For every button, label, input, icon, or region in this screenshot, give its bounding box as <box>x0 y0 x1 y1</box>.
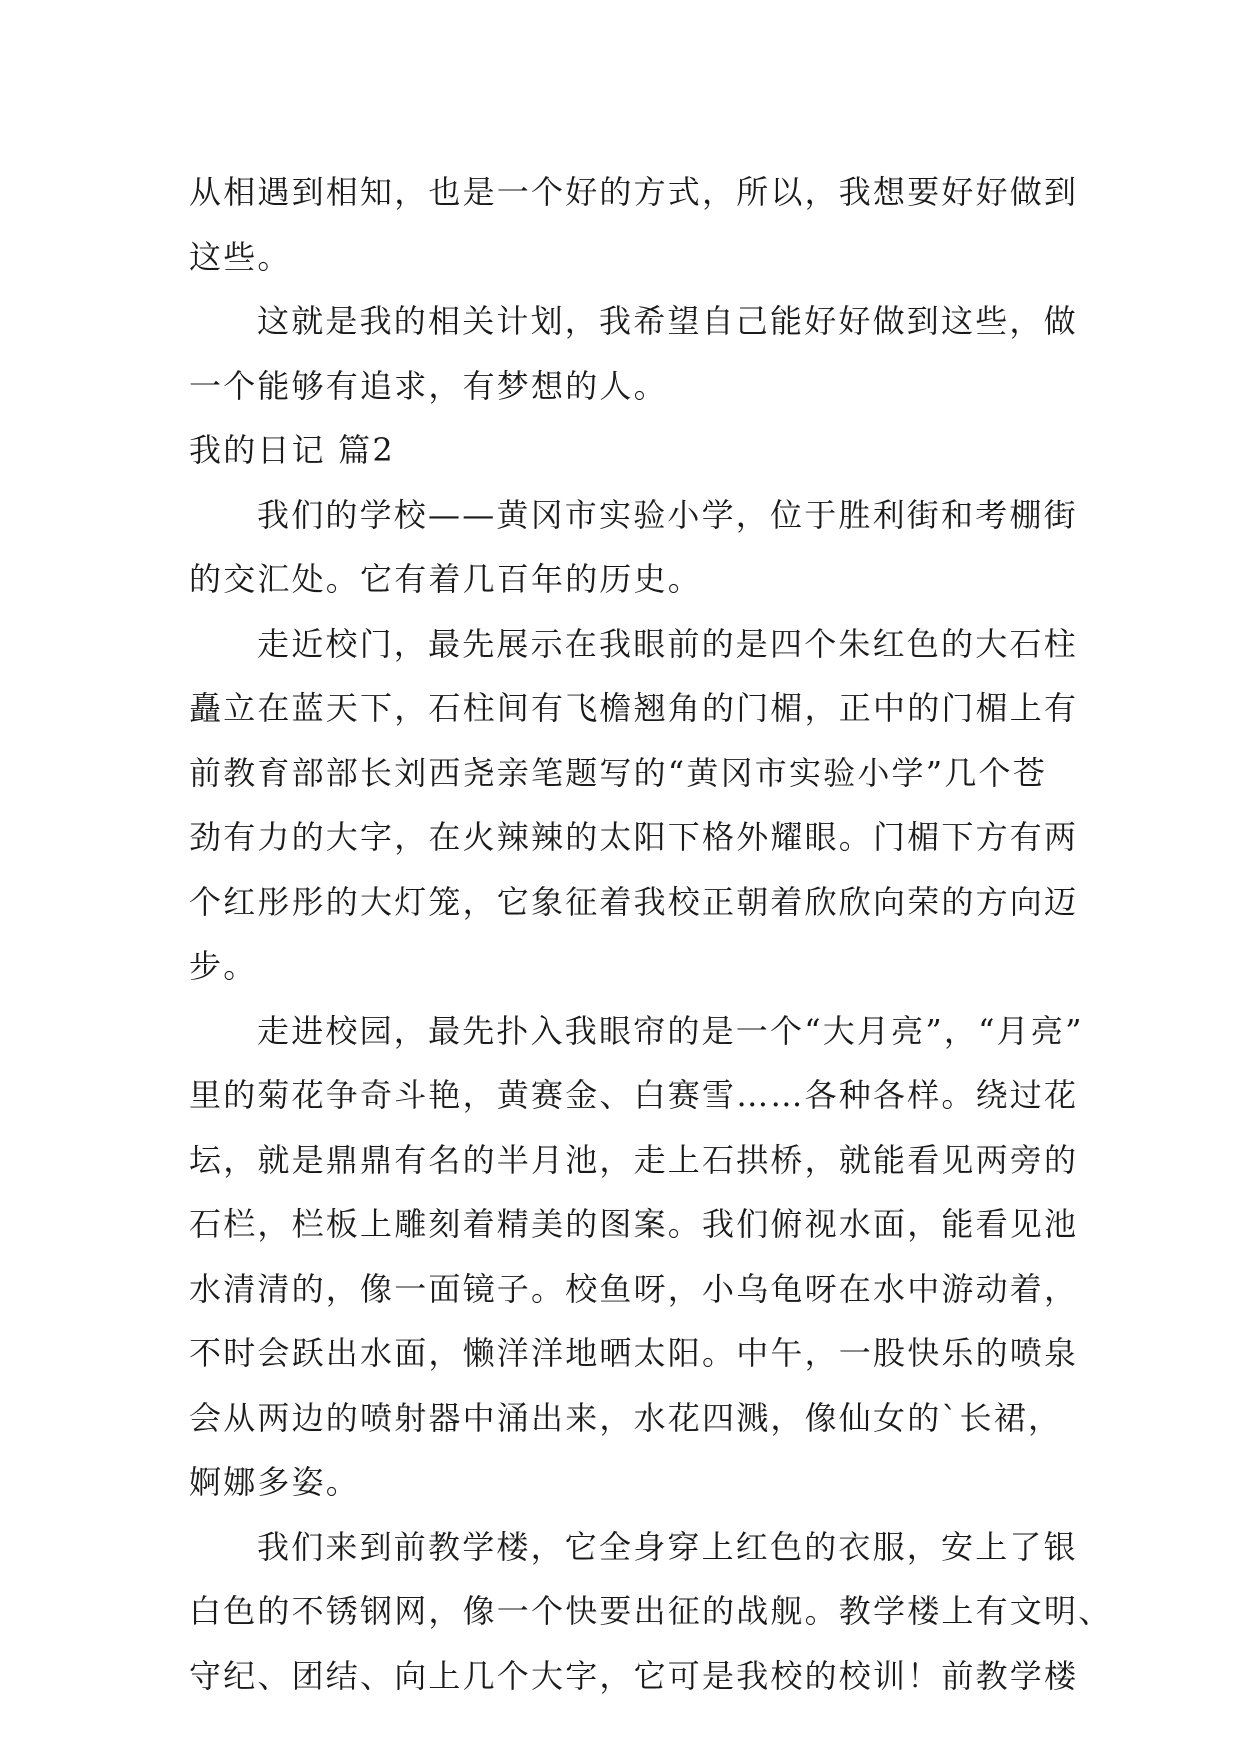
text-line: 石栏，栏板上雕刻着精美的图案。我们俯视水面，能看见池 <box>189 1205 1079 1243</box>
paragraph-3 <box>189 483 1078 612</box>
text-line: 步。 <box>189 947 258 985</box>
paragraph-1 <box>189 160 1079 289</box>
text-line: 这些。 <box>189 237 292 276</box>
paragraph-2 <box>189 289 1078 418</box>
text-line: 前教育部部长刘西尧亲笔题写的“黄冈市实验小学”几个苍 <box>189 753 1047 792</box>
paragraph-4 <box>189 612 1079 999</box>
document-body <box>189 160 1113 1708</box>
text-line: 走近校门，最先展示在我眼前的是四个朱红色的大石柱 <box>257 624 1078 663</box>
text-line: 走进校园，最先扑入我眼帘的是一个“大月亮”，“月亮” <box>257 1011 1084 1050</box>
text-line: 水清清的，像一面镜子。校鱼呀，小乌龟呀在水中游动着， <box>189 1269 1079 1308</box>
section-heading <box>189 418 1051 483</box>
text-line: 婀娜多姿。 <box>189 1463 361 1501</box>
heading-text: 我的日记 篇2 <box>189 431 395 469</box>
text-line: 坛，就是鼎鼎有名的半月池，走上石拱桥，就能看见两旁的 <box>189 1140 1079 1179</box>
text-line: 我们来到前教学楼，它全身穿上红色的衣服，安上了银 <box>257 1527 1078 1566</box>
text-line: 从相遇到相知，也是一个好的方式，所以，我想要好好做到 <box>189 173 1079 211</box>
paragraph-5 <box>189 999 1084 1515</box>
text-line: 里的菊花争奇斗艳，黄赛金、白赛雪……各种各样。绕过花 <box>189 1076 1079 1114</box>
text-line: 一个能够有追求，有梦想的人。 <box>189 366 668 405</box>
text-line: 劲有力的大字，在火辣辣的太阳下格外耀眼。门楣下方有两 <box>189 818 1079 856</box>
text-line: 个红彤彤的大灯笼，它象征着我校正朝着欣欣向荣的方向迈 <box>189 882 1079 921</box>
text-line: 会从两边的喷射器中涌出来，水花四溅，像仙女的`长裙， <box>189 1398 1063 1437</box>
text-line: 这就是我的相关计划，我希望自己能好好做到这些，做 <box>257 302 1078 340</box>
paragraph-6 <box>189 1515 1113 1709</box>
text-line: 白色的不锈钢网，像一个快要出征的战舰。教学楼上有文明、 <box>189 1592 1113 1630</box>
text-line: 矗立在蓝天下，石柱间有飞檐翘角的门楣，正中的门楣上有 <box>189 689 1079 727</box>
text-line: 不时会跃出水面，懒洋洋地晒太阳。中午，一股快乐的喷泉 <box>189 1334 1079 1372</box>
text-line: 守纪、团结、向上几个大字，它可是我校的校训！前教学楼 <box>189 1656 1079 1695</box>
text-line: 的交汇处。它有着几百年的历史。 <box>189 560 703 598</box>
text-line: 我们的学校——黄冈市实验小学，位于胜利街和考棚街 <box>257 495 1078 534</box>
